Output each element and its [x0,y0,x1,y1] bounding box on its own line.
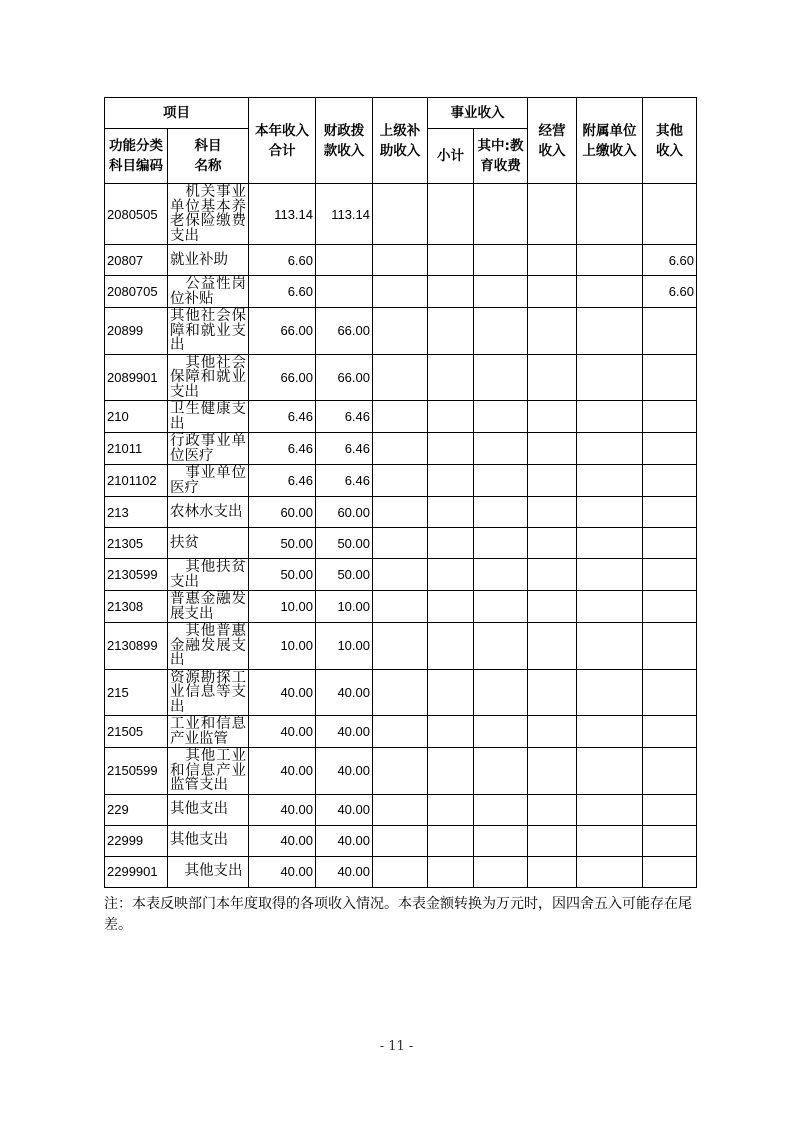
affiliated-cell [577,184,643,245]
superior-cell [373,623,428,670]
table-row [105,794,697,825]
affiliated-cell [577,465,643,497]
affiliated-cell [577,245,643,276]
fiscal-cell: 113.14 [316,184,373,245]
header-row [105,98,697,129]
fiscal-cell: 66.00 [316,354,373,401]
superior-cell [373,354,428,401]
total-cell: 50.00 [249,528,316,559]
table-header [105,98,697,184]
code-cell: 2080705 [105,276,168,308]
table-row [105,401,697,433]
career-subtotal-cell [428,794,474,825]
career-edu-cell [474,623,528,670]
code-cell: 20899 [105,308,168,355]
table-row [105,184,697,245]
operating-cell [528,559,577,591]
header-superior: 上级补 助收入 [373,98,428,184]
code-cell: 20807 [105,245,168,276]
affiliated-cell [577,497,643,528]
operating-cell [528,433,577,465]
total-cell: 6.46 [249,401,316,433]
operating-cell [528,623,577,670]
career-edu-cell [474,856,528,887]
other-cell [643,669,697,716]
code-cell: 2130599 [105,559,168,591]
operating-cell [528,245,577,276]
table-row [105,559,697,591]
table-row [105,748,697,795]
code-cell: 21308 [105,591,168,623]
operating-cell [528,669,577,716]
operating-cell [528,856,577,887]
affiliated-cell [577,308,643,355]
other-cell [643,794,697,825]
name-cell: 其他社会保障和就业支出 [168,354,249,401]
total-cell: 113.14 [249,184,316,245]
career-subtotal-cell [428,623,474,670]
table-row [105,669,697,716]
header-code: 功能分类 科目编码 [105,129,168,184]
career-subtotal-cell [428,354,474,401]
name-cell: 其他普惠金融发展支出 [168,623,249,670]
fiscal-cell [316,276,373,308]
career-edu-cell [474,465,528,497]
affiliated-cell [577,623,643,670]
table-row [105,308,697,355]
fiscal-cell: 60.00 [316,497,373,528]
operating-cell [528,528,577,559]
other-cell: 6.60 [643,245,697,276]
name-cell: 普惠金融发展支出 [168,591,249,623]
career-edu-cell [474,497,528,528]
name-cell: 农林水支出 [168,497,249,528]
total-cell: 6.46 [249,433,316,465]
affiliated-cell [577,528,643,559]
superior-cell [373,465,428,497]
other-cell [643,401,697,433]
table-row [105,825,697,856]
career-edu-cell [474,308,528,355]
operating-cell [528,825,577,856]
superior-cell [373,528,428,559]
fiscal-cell: 40.00 [316,794,373,825]
header-operating: 经营 收入 [528,98,577,184]
header-name: 科目 名称 [168,129,249,184]
superior-cell [373,794,428,825]
table-row [105,623,697,670]
fiscal-cell: 66.00 [316,308,373,355]
career-subtotal-cell [428,748,474,795]
affiliated-cell [577,794,643,825]
operating-cell [528,465,577,497]
table-row [105,433,697,465]
page-number: - 11 - [379,1039,414,1054]
name-cell: 就业补助 [168,245,249,276]
table-row [105,856,697,887]
name-cell: 卫生健康支出 [168,401,249,433]
table-row [105,245,697,276]
career-edu-cell [474,354,528,401]
career-subtotal-cell [428,184,474,245]
name-cell: 其他支出 [168,856,249,887]
total-cell: 66.00 [249,354,316,401]
fiscal-cell [316,245,373,276]
affiliated-cell [577,591,643,623]
total-cell: 40.00 [249,716,316,748]
fiscal-cell: 40.00 [316,748,373,795]
other-cell [643,856,697,887]
total-cell: 60.00 [249,497,316,528]
affiliated-cell [577,276,643,308]
code-cell: 21011 [105,433,168,465]
fiscal-cell: 40.00 [316,716,373,748]
operating-cell [528,184,577,245]
other-cell [643,465,697,497]
other-cell [643,184,697,245]
header-career-subtotal: 小计 [428,129,474,184]
name-cell: 事业单位医疗 [168,465,249,497]
table-row [105,716,697,748]
total-cell: 10.00 [249,623,316,670]
code-cell: 2080505 [105,184,168,245]
name-cell: 其他社会保障和就业支出 [168,308,249,355]
career-edu-cell [474,794,528,825]
other-cell [643,591,697,623]
fiscal-cell: 40.00 [316,669,373,716]
income-table [104,97,697,888]
other-cell [643,497,697,528]
operating-cell [528,497,577,528]
career-subtotal-cell [428,433,474,465]
fiscal-cell: 10.00 [316,591,373,623]
affiliated-cell [577,354,643,401]
name-cell: 公益性岗位补贴 [168,276,249,308]
affiliated-cell [577,401,643,433]
total-cell: 40.00 [249,794,316,825]
fiscal-cell: 6.46 [316,433,373,465]
career-subtotal-cell [428,591,474,623]
total-cell: 10.00 [249,591,316,623]
other-cell [643,308,697,355]
name-cell: 资源勘探工业信息等支出 [168,669,249,716]
name-cell: 其他工业和信息产业监管支出 [168,748,249,795]
total-cell: 6.46 [249,465,316,497]
career-subtotal-cell [428,276,474,308]
total-cell: 40.00 [249,669,316,716]
fiscal-cell: 6.46 [316,465,373,497]
operating-cell [528,276,577,308]
superior-cell [373,184,428,245]
other-cell [643,748,697,795]
header-career-edu: 其中:教 育收费 [474,129,528,184]
name-cell: 工业和信息产业监管 [168,716,249,748]
table-row [105,591,697,623]
career-edu-cell [474,716,528,748]
total-cell: 50.00 [249,559,316,591]
total-cell: 6.60 [249,276,316,308]
code-cell: 229 [105,794,168,825]
affiliated-cell [577,856,643,887]
other-cell [643,528,697,559]
superior-cell [373,748,428,795]
fiscal-cell: 40.00 [316,825,373,856]
name-cell: 机关事业单位基本养老保险缴费支出 [168,184,249,245]
other-cell [643,825,697,856]
superior-cell [373,245,428,276]
career-subtotal-cell [428,716,474,748]
code-cell: 21505 [105,716,168,748]
affiliated-cell [577,433,643,465]
operating-cell [528,794,577,825]
affiliated-cell [577,716,643,748]
name-cell: 扶贫 [168,528,249,559]
career-edu-cell [474,591,528,623]
career-edu-cell [474,669,528,716]
code-cell: 22999 [105,825,168,856]
affiliated-cell [577,559,643,591]
total-cell: 6.60 [249,245,316,276]
header-career: 事业收入 [428,98,528,129]
total-cell: 40.00 [249,825,316,856]
career-edu-cell [474,825,528,856]
career-subtotal-cell [428,559,474,591]
affiliated-cell [577,748,643,795]
name-cell: 其他支出 [168,794,249,825]
code-cell: 210 [105,401,168,433]
fiscal-cell: 40.00 [316,856,373,887]
career-edu-cell [474,748,528,795]
operating-cell [528,716,577,748]
superior-cell [373,276,428,308]
header-item: 项目 [105,98,249,129]
career-edu-cell [474,528,528,559]
other-cell [643,433,697,465]
total-cell: 40.00 [249,748,316,795]
code-cell: 2299901 [105,856,168,887]
career-subtotal-cell [428,856,474,887]
career-edu-cell [474,184,528,245]
code-cell: 215 [105,669,168,716]
table-row [105,465,697,497]
affiliated-cell [577,825,643,856]
table-row [105,497,697,528]
name-cell: 其他支出 [168,825,249,856]
superior-cell [373,591,428,623]
code-cell: 2150599 [105,748,168,795]
table-row [105,354,697,401]
header-fiscal: 财政拨 款收入 [316,98,373,184]
table-row [105,528,697,559]
superior-cell [373,433,428,465]
operating-cell [528,354,577,401]
career-subtotal-cell [428,245,474,276]
other-cell [643,354,697,401]
fiscal-cell: 50.00 [316,559,373,591]
other-cell [643,716,697,748]
other-cell [643,623,697,670]
table-row [105,276,697,308]
career-subtotal-cell [428,497,474,528]
superior-cell [373,497,428,528]
operating-cell [528,401,577,433]
table-note: 注：本表反映部门本年度取得的各项收入情况。本表金额转换为万元时，因四舍五入可能存在尾差。 [104,896,692,933]
operating-cell [528,748,577,795]
header-total: 本年收入 合计 [249,98,316,184]
career-subtotal-cell [428,401,474,433]
total-cell: 66.00 [249,308,316,355]
superior-cell [373,856,428,887]
header-other: 其他 收入 [643,98,697,184]
career-edu-cell [474,559,528,591]
header-affiliated: 附属单位 上缴收入 [577,98,643,184]
other-cell [643,559,697,591]
table-body [105,184,697,888]
name-cell: 行政事业单位医疗 [168,433,249,465]
code-cell: 2101102 [105,465,168,497]
career-subtotal-cell [428,528,474,559]
fiscal-cell: 10.00 [316,623,373,670]
superior-cell [373,669,428,716]
career-edu-cell [474,433,528,465]
affiliated-cell [577,669,643,716]
career-edu-cell [474,245,528,276]
code-cell: 213 [105,497,168,528]
career-subtotal-cell [428,825,474,856]
other-cell: 6.60 [643,276,697,308]
total-cell: 40.00 [249,856,316,887]
superior-cell [373,401,428,433]
superior-cell [373,308,428,355]
superior-cell [373,559,428,591]
superior-cell [373,716,428,748]
code-cell: 21305 [105,528,168,559]
code-cell: 2089901 [105,354,168,401]
operating-cell [528,308,577,355]
career-subtotal-cell [428,465,474,497]
superior-cell [373,825,428,856]
fiscal-cell: 50.00 [316,528,373,559]
career-edu-cell [474,276,528,308]
code-cell: 2130899 [105,623,168,670]
fiscal-cell: 6.46 [316,401,373,433]
name-cell: 其他扶贫支出 [168,559,249,591]
career-subtotal-cell [428,669,474,716]
career-subtotal-cell [428,308,474,355]
career-edu-cell [474,401,528,433]
operating-cell [528,591,577,623]
